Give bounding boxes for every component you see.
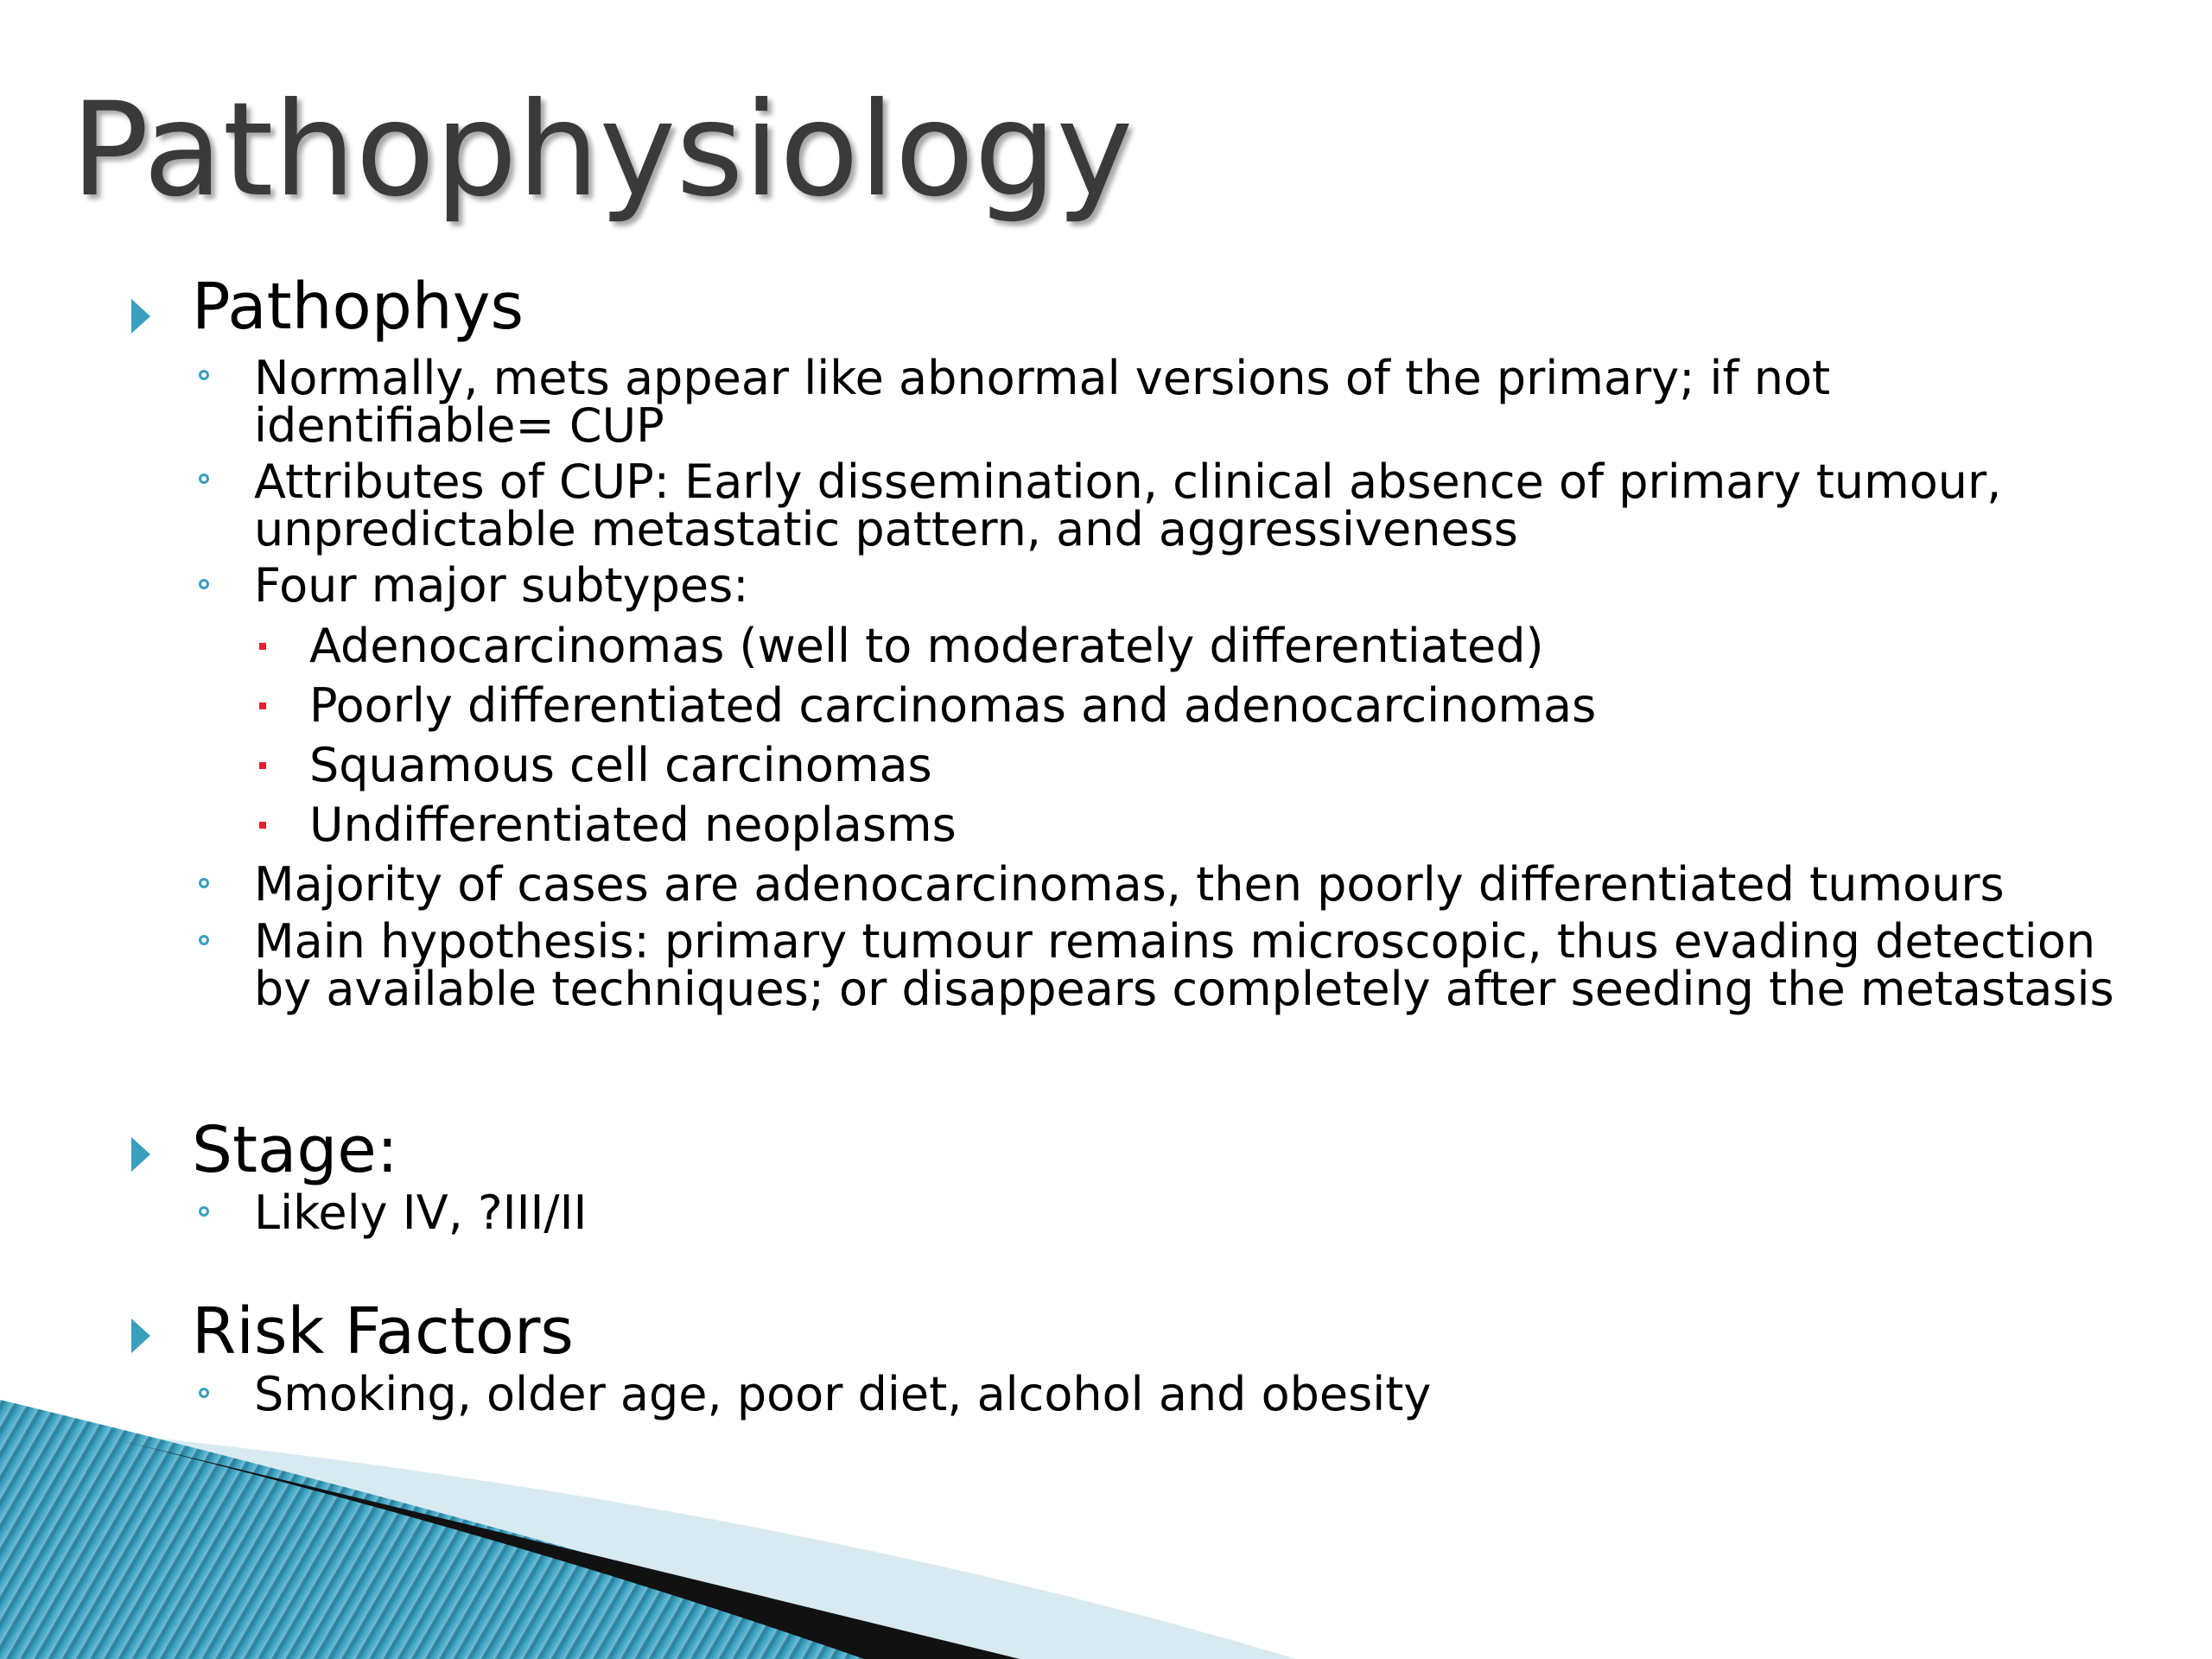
sub-bullet-item: Undifferentiated neoplasms — [309, 798, 957, 852]
bullet-item: Smoking, older age, poor diet, alcohol and obesity — [254, 1367, 1432, 1421]
section-heading: Stage: — [192, 1113, 398, 1187]
sub-bullet-item: Poorly differentiated carcinomas and adenocarcinomas — [309, 678, 1597, 733]
bullet-item: Normally, mets appear like abnormal versions of the primary; if not identifiable= CUP — [254, 351, 1831, 453]
bullet-item: Attributes of CUP: Early dissemination, clinical absence of primary tumour, unpredictable metastatic pattern, and aggressiveness — [254, 454, 2002, 556]
bullet-item: Main hypothesis: primary tumour remains microscopic, thus evading detection by available techniques; or disappears completely after seeding the metastasis — [254, 914, 2114, 1016]
sub-bullet-item: Squamous cell carcinomas — [309, 738, 932, 792]
section-heading: Risk Factors — [192, 1294, 574, 1369]
bullet-item: Likely IV, ?III/II — [254, 1185, 588, 1240]
slide-title: Pathophysiology — [71, 75, 1134, 226]
bullet-item: Majority of cases are adenocarcinomas, then poorly differentiated tumours — [254, 857, 2005, 912]
section-heading: Pathophys — [192, 270, 524, 344]
sub-bullet-item: Adenocarcinomas (well to moderately differentiated) — [309, 619, 1544, 673]
bullet-item: Four major subtypes: — [254, 558, 749, 613]
